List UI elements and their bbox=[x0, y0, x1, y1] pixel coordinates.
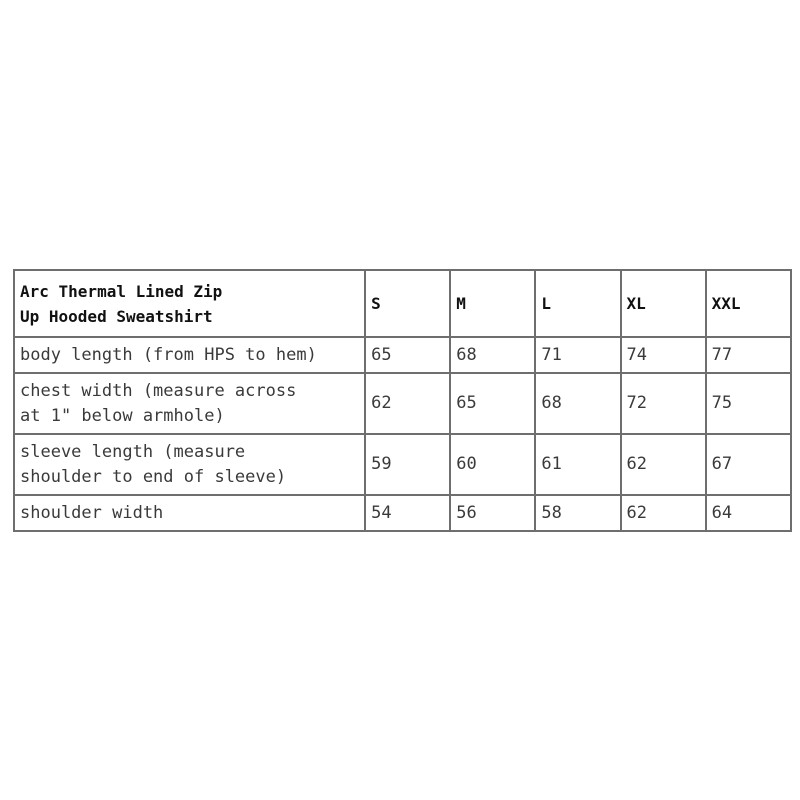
table-cell: 77 bbox=[707, 338, 790, 374]
measurement-label: sleeve length (measure shoulder to end of sleeve) bbox=[15, 435, 366, 496]
table-cell: 56 bbox=[451, 496, 536, 530]
table-cell: 75 bbox=[707, 374, 790, 435]
table-cell: 62 bbox=[366, 374, 451, 435]
table-cell: 68 bbox=[536, 374, 621, 435]
table-row bbox=[15, 374, 790, 435]
size-header-xl: XL bbox=[622, 271, 707, 338]
table-cell: 62 bbox=[622, 435, 707, 496]
product-title: Arc Thermal Lined Zip Up Hooded Sweatshirt bbox=[15, 271, 366, 338]
measurement-label: shoulder width bbox=[15, 496, 366, 530]
table-cell: 67 bbox=[707, 435, 790, 496]
table-cell: 68 bbox=[451, 338, 536, 374]
measurement-label: body length (from HPS to hem) bbox=[15, 338, 366, 374]
size-header-m: M bbox=[451, 271, 536, 338]
table-row bbox=[15, 435, 790, 496]
table-cell: 72 bbox=[622, 374, 707, 435]
table-cell: 58 bbox=[536, 496, 621, 530]
size-header-s: S bbox=[366, 271, 451, 338]
size-header-l: L bbox=[536, 271, 621, 338]
table-header-row bbox=[15, 271, 790, 338]
size-chart-table bbox=[13, 269, 792, 532]
table-cell: 71 bbox=[536, 338, 621, 374]
table-cell: 65 bbox=[366, 338, 451, 374]
table-cell: 61 bbox=[536, 435, 621, 496]
table-cell: 62 bbox=[622, 496, 707, 530]
size-header-xxl: XXL bbox=[707, 271, 790, 338]
table-row bbox=[15, 496, 790, 530]
table-cell: 60 bbox=[451, 435, 536, 496]
table-cell: 74 bbox=[622, 338, 707, 374]
table-cell: 64 bbox=[711, 502, 733, 523]
measurement-label: chest width (measure across at 1" below armhole) bbox=[15, 374, 366, 435]
table-row bbox=[15, 338, 790, 374]
table-cell: 65 bbox=[451, 374, 536, 435]
table-cell: 59 bbox=[366, 435, 451, 496]
table-cell: 54 bbox=[366, 496, 451, 530]
